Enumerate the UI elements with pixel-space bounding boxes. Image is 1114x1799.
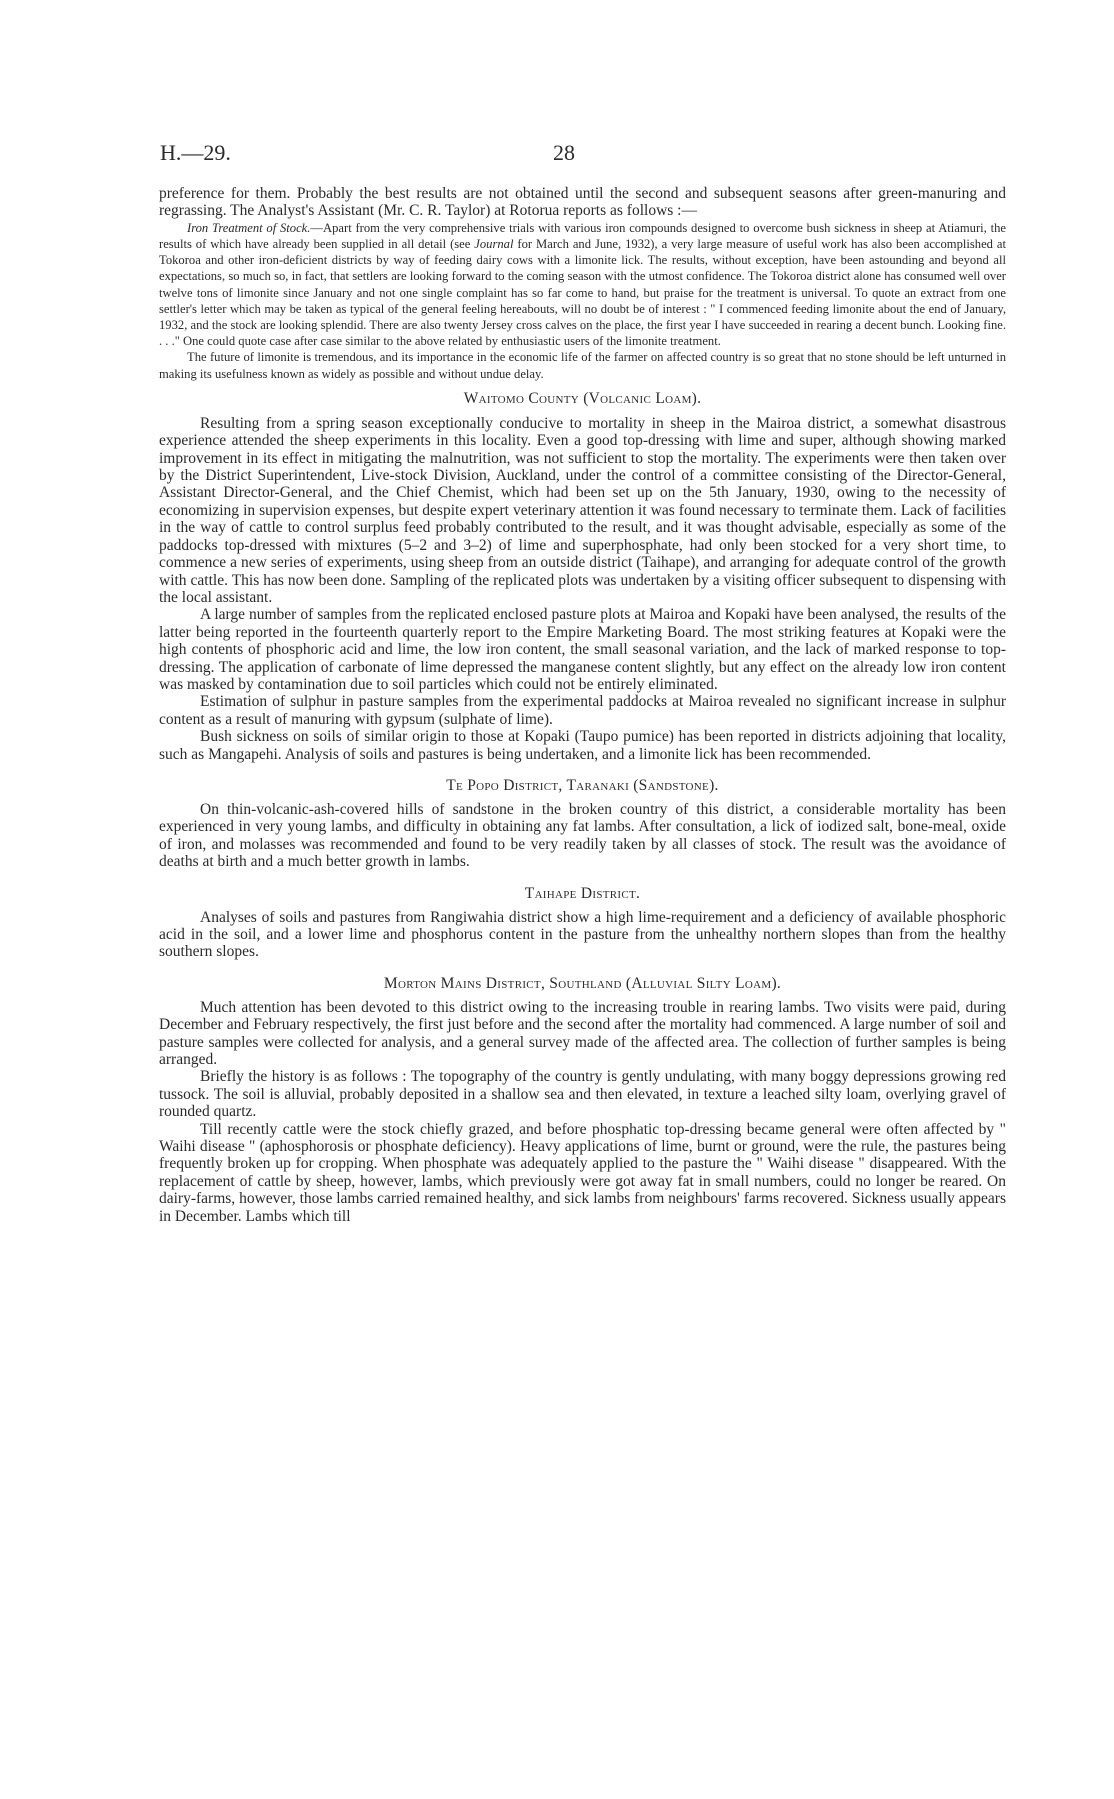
- quote-paragraph-2: The future of limonite is tremendous, and its importance in the economic life of the farmer on affected country is so great that no stone should be left unturned in making its usefulness known as widely as possible and without undue delay.: [159, 350, 1006, 381]
- te-popo-paragraph-1: On thin-volcanic-ash-covered hills of sandstone in the broken country of this district, a considerable mortality has been experienced in very young lambs, and difficulty in obtaining any fat lambs. After consultation, a lick of iodized salt, bone-meal, oxide of iron, and molasses was recommended and found to be very readily taken by all classes of stock. The result was the avoidance of deaths at birth and a much better growth in lambs.: [159, 800, 1006, 871]
- quote-title: Iron Treatment of Stock.: [187, 220, 311, 235]
- morton-paragraph-3: Till recently cattle were the stock chiefly grazed, and before phosphatic top-dressing became general were often affected by " Waihi disease " (aphosphorosis or phosphate deficiency). Heavy applications of lime, burnt or ground, were the rule, the pastures being frequently broken up for cropping. When phosphate was adequately applied to the pasture the " Waihi disease " disappeared. With the replacement of cattle by sheep, however, lambs, which previously were got away fat in small numbers, could no longer be reared. On dairy-farms, however, those lambs carried remained healthy, and sick lambs from neighbours' farms recovered. Sickness usually appears in December. Lambs which till: [159, 1120, 1006, 1225]
- waitomo-paragraph-1: Resulting from a spring season exceptionally conducive to mortality in sheep in the Mairoa district, a somewhat disastrous experience attended the sheep experiments in this locality. Even a good top-dressing with lime and super, although showing marked improvement in its effect in mitigating the malnutrition, was not sufficient to stop the mortality. The experiments were then taken over by the District Superintendent, Live-stock Division, Auckland, under the control of a committee consisting of the Director-General, Assistant Director-General, and the Chief Chemist, which had been set up on the 5th January, 1930, owing to the necessity of economizing in supervision expenses, but despite expert veterinary attention it was found necessary to terminate them. Lack of facilities in the way of cattle to control surplus feed probably contributed to the result, and it was thought advisable, especially as some of the paddocks top-dressed with mixtures (5–2 and 3–2) of lime and superphosphate, had only been stocked for a very short time, to commence a new series of experiments, using sheep from an outside district (Taihape), and arranging for adequate control of the growth with cattle. This has now been done. Sampling of the replicated plots was undertaken by a visiting officer subsequent to dispensing with the local assistant.: [159, 414, 1006, 606]
- waitomo-paragraph-3: Estimation of sulphur in pasture samples from the experimental paddocks at Mairoa revealed no significant increase in sulphur content as a result of manuring with gypsum (sulphate of lime).: [159, 693, 1006, 728]
- section-heading-taihape: Taihape District.: [524, 884, 641, 902]
- intro-paragraph: preference for them. Probably the best results are not obtained until the second and subsequent seasons after green-manuring and regrassing. The Analyst's Assistant (Mr. C. R. Taylor) at Rotorua reports as follows :—: [159, 185, 1006, 220]
- page-number: 28: [553, 140, 575, 165]
- report-reference: H.—29.: [160, 140, 231, 165]
- morton-paragraph-2: Briefly the history is as follows : The topography of the country is gently undulating, with many boggy depressions growing red tussock. The soil is alluvial, probably deposited in a shallow sea and then elevated, in texture a leached silty loam, overlying gravel of rounded quartz.: [159, 1068, 1006, 1121]
- quote-text-part-1: —Apart from the very comprehensive trials with various iron compounds designed to overcome bush sickness in sheep at Atiamuri, the results of which have already been supplied in all detail (see: [159, 220, 1006, 252]
- waitomo-paragraph-4: Bush sickness on soils of similar origin to those at Kopaki (Taupo pumice) has been reported in districts adjoining that locality, such as Mangapehi. Analysis of soils and pastures is being undertaken, and a limonite lick has been recommended.: [159, 728, 1006, 763]
- taihape-paragraph-1: Analyses of soils and pastures from Rangiwahia district show a high lime-requirement and a deficiency of available phosphoric acid in the soil, and a lower lime and phosphorus content in the pasture from the unhealthy northern slopes than from the healthy southern slopes.: [159, 908, 1006, 961]
- journal-name: Journal: [474, 237, 514, 252]
- page-body: [159, 185, 1006, 1225]
- waitomo-paragraph-2: A large number of samples from the replicated enclosed pasture plots at Mairoa and Kopaki have been analysed, the results of the latter being reported in the fourteenth quarterly report to the Empire Marketing Board. The most striking features at Kopaki were the high contents of phosphoric acid and lime, the low iron content, the small seasonal variation, and the lack of marked response to top-dressing. The application of carbonate of lime depressed the manganese content slightly, but any effect on the already low iron content was masked by contamination due to soil particles which could not be entirely eliminated.: [159, 606, 1006, 693]
- quote-text-part-2: for March and June, 1932), a very large measure of useful work has also been accomplished at Tokoroa and other iron-deficient districts by way of feeding dairy cows with a limonite lick. The results, without exception, have been astounding and beyond all expectations, so much so, in fact, that settlers are looking forward to the coming season with the utmost confidence. The Tokoroa district alone has consumed well over twelve tons of limonite since January and not one single complaint has so far come to hand, but praise for the treatment is universal. To quote an extract from one settler's letter which may be taken as typical of the general feeling hereabouts, will no doubt be of interest : " I commenced feeding limonite about the end of January, 1932, and the stock are looking splendid. There are also twenty Jersey cross calves on the place, the first year I have succeeded in rearing a decent bunch. Looking fine. . . ." One could quote case after case similar to the above related by enthusiastic users of the limonite treatment.: [159, 237, 1006, 349]
- quoted-report: [159, 220, 1006, 382]
- morton-paragraph-1: Much attention has been devoted to this district owing to the increasing trouble in rearing lambs. Two visits were paid, during December and February respectively, the first just before and the second after the mortality had commenced. A large number of soil and pasture samples were collected for analysis, and a general survey made of the affected area. The collection of further samples is being arranged.: [159, 998, 1006, 1069]
- section-heading-morton-mains: Morton Mains District, Southland (Alluvial Silty Loam).: [383, 974, 782, 992]
- section-heading-te-popo: Te Popo District, Taranaki (Sandstone).: [446, 776, 719, 794]
- page-header: [160, 140, 1006, 170]
- section-heading-waitomo: Waitomo County (Volcanic Loam).: [463, 389, 702, 407]
- quote-paragraph: [159, 220, 1006, 350]
